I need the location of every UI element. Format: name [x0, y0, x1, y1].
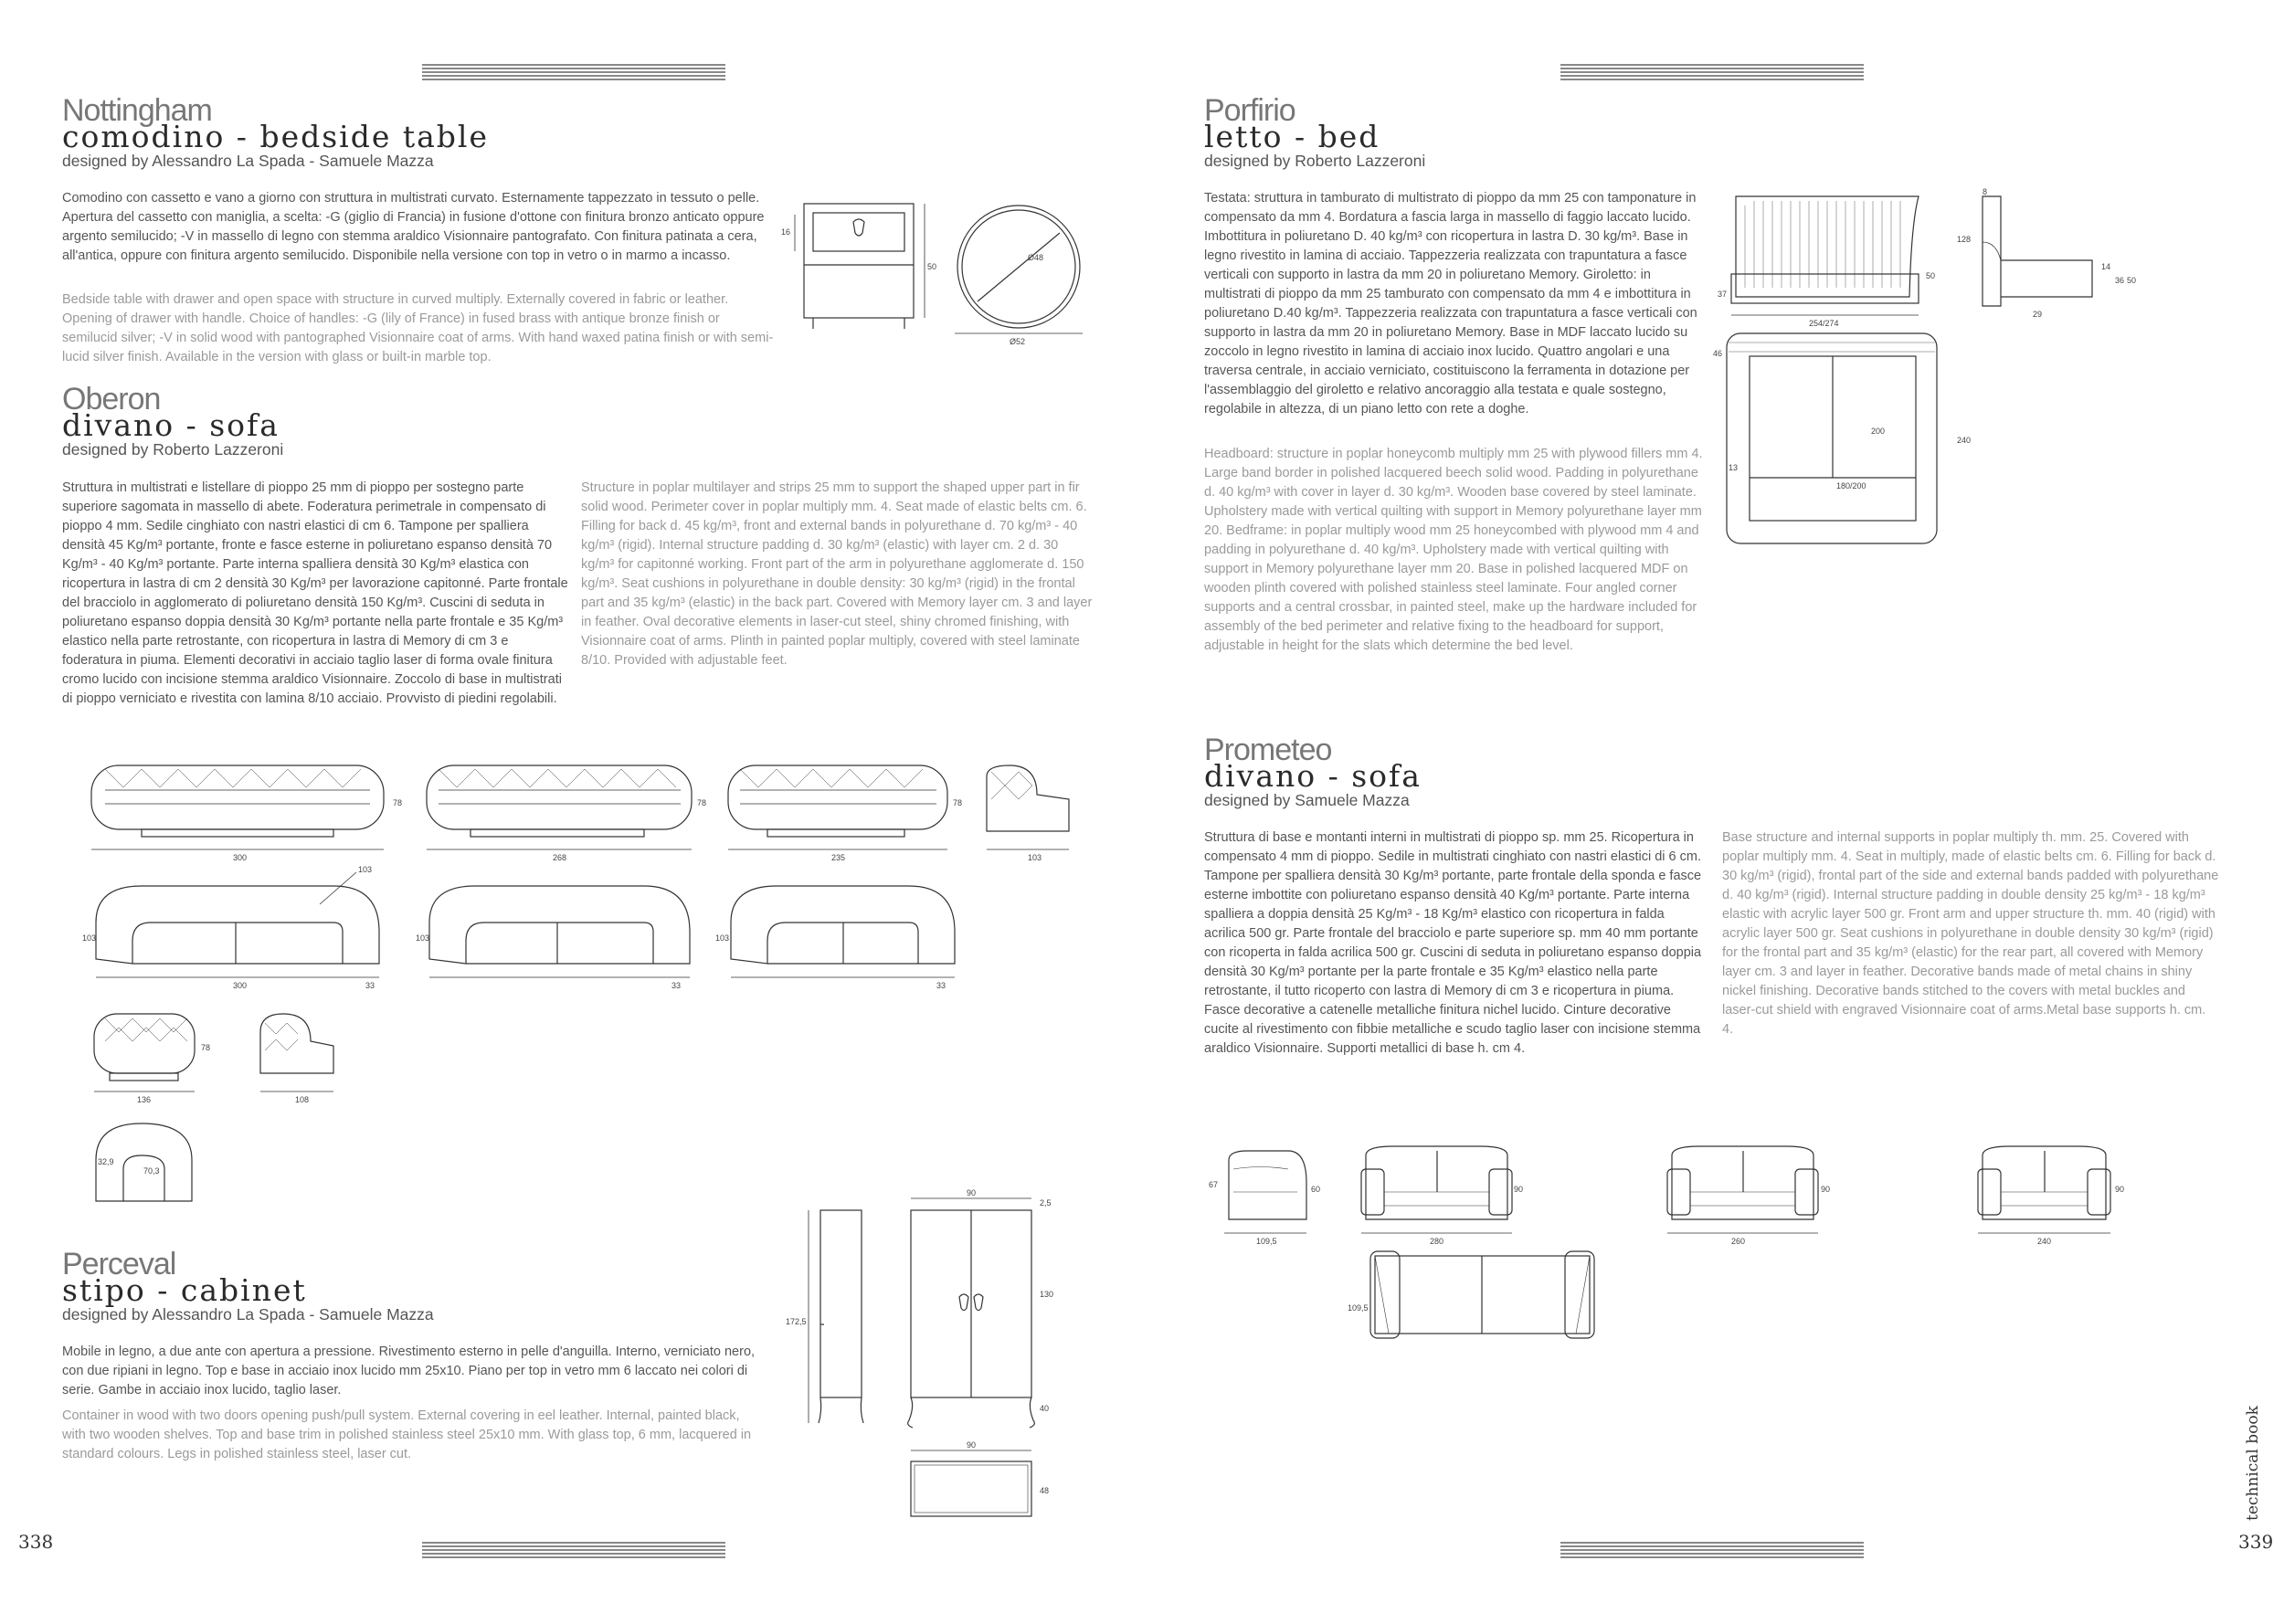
dim-porfirio-50: 50 [1926, 271, 1936, 280]
dim-prometeo-1095b: 109,5 [1348, 1303, 1369, 1313]
dim-nottingham-d48: Ø48 [1028, 253, 1044, 262]
description-it-porfirio: Testata: struttura in tamburato di multistrato di pioppo da mm 25 con tamponature in compensato da mm 4. Bordatura a fascia larga in massello di faggio laccato lucido. Imbottitura in poliuretano D. 40 kg/m³ con ricopertura in lastra D. 30 kg/m³. Base in legno rivestito in lamina di acciaio. Tappezzeria realizzata con trapuntatura a fasce verticali con supporto in lastra da mm 20 in poliuretano Memory. Giroletto: in multistrati di pioppo da mm 25 tamburato con compensato da mm 4 e imbottitura in poliuretano D.40 kg/m³. Tappezzeria realizzata con trapuntatura a fasce verticali con supporto in lastra da mm 20 in poliuretano Memory. Base in MDF laccato lucido su zoccolo in legno rivestito in lamina di acciaio inox lucido. Quattro angolari e una traversa centrale, in acciaio verniciato, costituiscono la ferramenta in dotazione per l'assemblaggio del giroletto e relativo ancoraggio alla testata e quale sostegno, regolabile in altezza, di un piano letto con rete a doghe. [1204, 191, 1697, 417]
dim-oberon-d103a: 103 [82, 933, 97, 943]
drawing-prometeo [1206, 1128, 2247, 1356]
dim-prometeo-90c: 90 [2115, 1185, 2125, 1194]
description-it-oberon: Struttura in multistrati e listellare di pioppo 25 mm di pioppo per sostegno parte superiore sagomata in massello di abete. Foderatura perimetrale in compensato di pioppo 4 mm. Sedile cinghiato con nastri elastici di cm 6. Tampone per spalliera densità 45 Kg/m³ portante, fronte e fasce esterne in poliuretano espanso densità 70 Kg/m³ - 40 Kg/m³ portante. Parte interna spalliera densità 30 Kg/m³ elastica con ricopertura in lastra di cm 2 densità 30 Kg/m³ per lavorazione capitonné. Parte frontale del bracciolo in agglomerato di poliuretano densità 150 Kg/m³. Cuscini di seduta in poliuretano espanso doppia densità 30 Kg/m³ portante nella parte frontale e 35 Kg/m³ elastico nella parte retrostante, con ricopertura in lastra di Memory di cm 3 e foderatura in piuma. Elementi decorativi in acciaio taglio laser di forma ovale finitura cromo lucido con incisione stemma araldico Visionnaire. Zoccolo di base in multistrati di pioppo verniciato e rivestita con lamina 8/10 acciaio. Provvisto di piedini regolabili. [62, 480, 568, 706]
description-en-nottingham: Bedside table with drawer and open space with structure in curved multiply. Externally covered in fabric or leather. Opening of drawer with handle. Choice of handles: -G (lily of France) in fused brass with antique bronze finish or semilucid silver; -V in solid wood with pantographed Visionnaire coat of arms. With hand waxed patina finish or with semi-lucid silver finish. Available in the version with glass or built-in marble top. [62, 292, 774, 364]
product-type-nottingham: comodino - bedside table [62, 119, 489, 154]
description-it-prometeo: Struttura di base e montanti interni in multistrati di pioppo sp. mm 25. Ricopertura in compensato 4 mm di pioppo. Sedile in multistrati cinghiato con nastri elastici di 6 cm. Tampone per spalliera densità 30 Kg/m³ portante, parte frontale della sponda e fasce esterne imbottite con poliuretano espanso densità 40 Kg/m³ portante. Parte interna spalliera a doppia densità 25 Kg/m³ - 18 Kg/m³ elastico con ricopertura in falda acrilica 500 gr. Parte frontale del bracciolo e parte superiore sp. mm 40 mm portante con ricoperta in falda acrilica 500 gr. Cuscini di seduta in poliuretano espanso doppia densità 30 Kg/m³ portante per la parte frontale e 35 Kg/m³ elastico nella parte retrostante, il tutto ricoperto con lastra di Memory di cm 3 e ricopertura in piuma. Fasce decorative a catenelle metalliche finitura nichel lucido. Cinture decorative cucite al rivestimento con fibbie metalliche e scudo taglio laser con incisione stemma araldico Visionnaire. Supporti metallici di base h. cm 4. [1204, 830, 1702, 1056]
designer-perceval: designed by Alessandro La Spada - Samuele Mazza [62, 1305, 434, 1323]
product-type-perceval: stipo - cabinet [62, 1272, 307, 1308]
product-name-oberon: Oberon [62, 382, 161, 417]
footer-rule-right [1560, 1542, 1864, 1558]
dim-porfirio-240: 240 [1957, 436, 1972, 445]
header-rule-left [422, 64, 725, 80]
designer-prometeo: designed by Samuele Mazza [1204, 791, 1410, 809]
product-name-porfirio: Porfirio [1204, 93, 1295, 128]
dim-oberon-235: 235 [831, 853, 846, 862]
product-name-nottingham: Nottingham [62, 93, 212, 128]
dim-perceval-48: 48 [1040, 1486, 1050, 1495]
dim-prometeo-260: 260 [1731, 1237, 1746, 1246]
dim-porfirio-180: 180/200 [1836, 481, 1866, 490]
dim-porfirio-13: 13 [1729, 463, 1739, 472]
description-en-perceval: Container in wood with two doors opening push/pull system. External covering in eel leather. Internal, painted black, with two wooden shelves. Top and base trim in polished stainless steel 25x10 mm. With glass top, 6 mm, lacquered in standard colours. Legs in polished stainless steel, laser cut. [62, 1408, 752, 1461]
dim-porfirio-200: 200 [1871, 427, 1886, 436]
description-it-nottingham: Comodino con cassetto e vano a giorno con struttura in multistrati curvato. Esternamente tappezzato in tessuto o pelle. Apertura del cassetto con maniglia, a scelta: -G (giglio di Francia) in fusione d'ottone con finitura bronzo anticato oppure argento semilucido; -V in massello di legno con stemma araldico Visionnaire pantografato. Con finitura patinata a cera, all'antica, oppure con finitura argento semilucido. Disponibile nella versione con top in vetro o in marmo a incasso. [62, 191, 765, 263]
dim-oberon-268: 268 [553, 853, 567, 862]
product-type-oberon: divano - sofa [62, 407, 280, 443]
dim-oberon-33a: 33 [365, 981, 375, 990]
dim-prometeo-240: 240 [2037, 1237, 2052, 1246]
dim-prometeo-280: 280 [1430, 1237, 1444, 1246]
dim-nottingham-50: 50 [927, 262, 937, 271]
description-it-perceval: Mobile in legno, a due ante con apertura a pressione. Rivestimento esterno in pelle d'anguilla. Interno, verniciato nero, con due ripiani in legno. Top e base in acciaio inox lucido mm 25x10. Piano per top in vetro mm 6 laccato nei colori di serie. Gambe in acciaio inox lucido, taglio laser. [62, 1345, 756, 1397]
dim-oberon-78b: 78 [697, 798, 707, 807]
dim-oberon-136: 136 [137, 1095, 152, 1104]
dim-oberon-33b: 33 [671, 981, 682, 990]
dim-perceval-90b: 90 [967, 1440, 977, 1450]
dim-prometeo-1095a: 109,5 [1256, 1237, 1277, 1246]
dim-oberon-d103c: 103 [715, 933, 730, 943]
dim-oberon-300: 300 [233, 853, 248, 862]
dim-oberon-33c: 33 [936, 981, 946, 990]
dim-prometeo-67: 67 [1209, 1180, 1219, 1189]
page-number-left: 338 [18, 1531, 54, 1553]
designer-oberon: designed by Roberto Lazzeroni [62, 440, 284, 459]
dim-porfirio-254: 254/274 [1809, 319, 1839, 328]
dim-perceval-130: 130 [1040, 1290, 1054, 1299]
dim-oberon-78d: 78 [201, 1043, 211, 1052]
dim-prometeo-90b: 90 [1821, 1185, 1831, 1194]
designer-nottingham: designed by Alessandro La Spada - Samuele Mazza [62, 152, 434, 170]
dim-porfirio-29: 29 [2033, 310, 2043, 319]
dim-prometeo-60: 60 [1311, 1185, 1321, 1194]
dim-prometeo-90a: 90 [1514, 1185, 1524, 1194]
dim-porfirio-46: 46 [1713, 349, 1723, 358]
dim-perceval-90a: 90 [967, 1188, 977, 1197]
dim-porfirio-37: 37 [1718, 290, 1728, 299]
dim-perceval-40: 40 [1040, 1404, 1050, 1413]
description-en-porfirio: Headboard: structure in poplar honeycomb multiply mm 25 with plywood fillers mm 4. Large band border in polished lacquered beech solid wood. Padding in polyurethane d. 40 kg/m³ with cover in layer d. 30 kg/m³. Wooden base covered by steel laminate. Upholstery made with vertical quilting with support in Memory polyurethane layer mm 20. Bedframe: in poplar multiply wood mm 25 honeycombed with plywood mm 4 and padding in polyurethane d. 40 kg/m³. Upholstery made with vertical quilting with support in Memory polyurethane layer mm 20. Base in polished lacquered MDF on wooden plinth covered with polished stainless steel laminate. Four angled corner supports and a central crossbar, in painted steel, make up the hardware included for assembly of the bed perimeter and relative fixing to the headboard for support, adjustable in height for the slats which determine the bed level. [1204, 447, 1703, 653]
product-name-prometeo: Prometeo [1204, 733, 1332, 767]
header-rule-right [1560, 64, 1864, 80]
designer-porfirio: designed by Roberto Lazzeroni [1204, 152, 1426, 170]
dim-oberon-d103b: 103 [416, 933, 430, 943]
dim-oberon-108: 108 [295, 1095, 310, 1104]
dim-oberon-r103: 103 [358, 865, 373, 874]
product-type-prometeo: divano - sofa [1204, 758, 1422, 794]
product-name-perceval: Perceval [62, 1247, 176, 1281]
drawing-porfirio [1713, 187, 2229, 553]
side-label: technical book [2244, 1406, 2262, 1521]
dim-oberon-78c: 78 [953, 798, 963, 807]
description-en-prometeo: Base structure and internal supports in poplar multiply th. mm. 25. Covered with poplar multiply mm. 4. Seat in multiply, made of elastic belts cm. 6. Filling for back d. 30 kg/m³ (rigid), frontal part of the side and external bands padded with polyurethane d. 40 kg/m³ (rigid). Internal structure padding in double density 25 kg/m³ - 18 kg/m³ elastic with acrylic layer 500 gr. Front arm and upper structure th. mm. 40 (rigid) with acrylic layer 500 gr. Seat cushions in polyurethane in double density 30 kg/m³ (rigid) for the frontal part and 35 kg/m³ (elastic) for the rear part, all covered with Memory layer cm. 3 and layer in feather. Decorative bands made of metal chains in shiny nickel finishing. Decorative bands stitched to the covers with metal buckles and laser-cut shield with engraved Visionnaire coat of arms.Metal base supports h. cm. 4. [1722, 830, 2219, 1037]
dim-porfirio-128: 128 [1957, 235, 1972, 244]
drawing-perceval [786, 1187, 1078, 1534]
dim-oberon-703: 70,3 [143, 1166, 160, 1176]
page-number-right: 339 [2238, 1531, 2274, 1553]
dim-nottingham-16: 16 [781, 227, 791, 237]
dim-oberon-329: 32,9 [98, 1157, 114, 1166]
drawing-oberon [82, 758, 1092, 1224]
description-en-oberon: Structure in poplar multilayer and strips 25 mm to support the shaped upper part in fir solid wood. Perimeter cover in poplar multiply mm. 4. Seat made of elastic belts cm. 6. Filling for back d. 45 kg/m³, front and external bands in polyurethane d. 70 kg/m³ - 40 kg/m³ (rigid). Internal structure padding d. 30 kg/m³ (elastic) with layer cm. 2 d. 30 kg/m³ for capitonné working. Front part of the arm in polyurethane agglomerate d. 150 kg/m³. Seat cushions in polyurethane in double density: 30 kg/m³ (rigid) in the frontal part and 35 kg/m³ (elastic) in the back part. Covered with Memory layer cm. 3 and layer in feather. Oval decorative elements in laser-cut steel, shiny chromed finishing, with Visionnaire coat of arms. Plinth in painted poplar multiply, covered with steel laminate 8/10. Provided with adjustable feet. [581, 480, 1093, 668]
drawing-nottingham [777, 196, 1105, 352]
dim-perceval-1725: 172,5 [786, 1317, 807, 1326]
dim-porfirio-50b: 50 [2127, 276, 2137, 285]
dim-porfirio-36: 36 [2115, 276, 2125, 285]
dim-oberon-78a: 78 [393, 798, 403, 807]
dim-porfirio-14: 14 [2101, 262, 2111, 271]
footer-rule-left [422, 1542, 725, 1558]
product-type-porfirio: letto - bed [1204, 119, 1380, 154]
dim-nottingham-d52: Ø52 [1010, 337, 1026, 346]
dim-oberon-103: 103 [1028, 853, 1042, 862]
dim-oberon-300b: 300 [233, 981, 248, 990]
dim-porfirio-8: 8 [1983, 187, 1988, 196]
dim-perceval-25: 2,5 [1040, 1198, 1052, 1207]
